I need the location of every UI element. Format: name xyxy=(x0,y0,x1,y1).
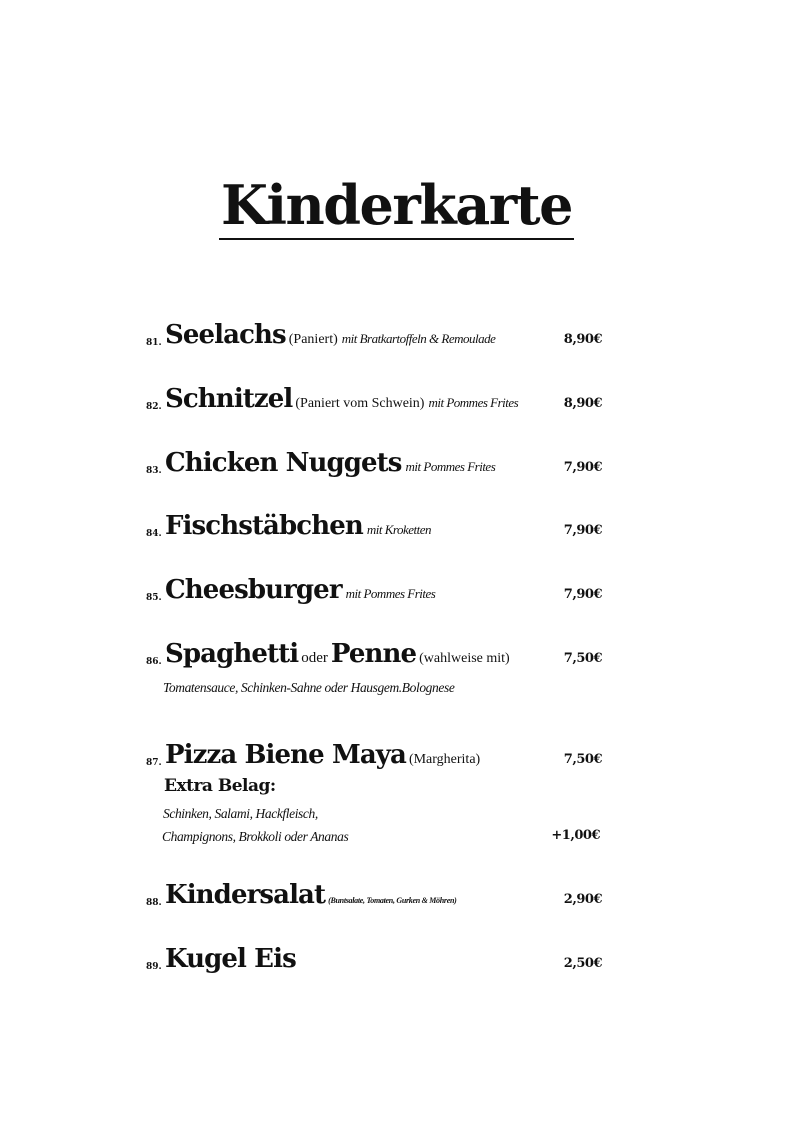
extra-topping-price: +1,00€ xyxy=(551,828,600,843)
item-number: 88. xyxy=(146,898,162,908)
item-number: 83. xyxy=(146,466,162,476)
menu-item-kugel-eis xyxy=(146,942,606,978)
dish-price: 2,50€ xyxy=(563,956,602,971)
dish-price: 7,90€ xyxy=(563,460,602,475)
dish-sauce-options: Tomatensauce, Schinken-Sahne oder Hausgem.Bolognese xyxy=(163,680,455,695)
item-number: 86. xyxy=(146,657,162,667)
item-number: 85. xyxy=(146,593,162,603)
menu-item-chicken-nuggets xyxy=(146,446,606,482)
menu-item-pasta xyxy=(146,637,606,673)
dish-conjunction: oder xyxy=(301,650,328,666)
item-number: 87. xyxy=(146,758,162,768)
dish-detail: (Paniert) xyxy=(288,332,338,347)
dish-name-alt: Penne xyxy=(330,639,417,669)
extra-topping-list-2: Champignons, Brokkoli oder Ananas xyxy=(162,829,349,844)
dish-name: Pizza Biene Maya xyxy=(165,740,406,770)
dish-detail: (Margherita) xyxy=(408,752,481,767)
dish-name: Cheesburger xyxy=(165,575,342,605)
dish-name: Chicken Nuggets xyxy=(165,448,402,478)
dish-note: mit Pommes Frites xyxy=(428,395,519,410)
dish-name: Kindersalat xyxy=(165,880,326,910)
dish-name: Spaghetti xyxy=(165,639,299,669)
dish-price: 7,50€ xyxy=(563,651,602,666)
menu-title-wrap xyxy=(0,172,793,240)
dish-price: 8,90€ xyxy=(563,332,602,347)
menu-item-fischstaebchen xyxy=(146,509,606,545)
dish-price: 7,90€ xyxy=(563,523,602,538)
page-title: Kinderkarte xyxy=(219,172,574,240)
dish-price: 7,90€ xyxy=(563,587,602,602)
item-number: 82. xyxy=(146,402,162,412)
dish-detail: (Buntsalate, Tomaten, Gurken & Möhren) xyxy=(328,896,457,905)
dish-name: Fischstäbchen xyxy=(165,511,363,541)
extra-topping-heading: Extra Belag: xyxy=(164,776,276,796)
dish-note: mit Bratkartoffeln & Remoulade xyxy=(341,331,496,346)
menu-item-seelachs xyxy=(146,318,606,354)
dish-name: Seelachs xyxy=(165,320,286,350)
dish-price: 7,50€ xyxy=(563,752,602,767)
dish-price: 2,90€ xyxy=(563,892,602,907)
dish-note: mit Pommes Frites xyxy=(345,586,436,601)
dish-name: Kugel Eis xyxy=(165,944,296,974)
item-number: 89. xyxy=(146,962,162,972)
item-number: 81. xyxy=(146,338,162,348)
item-number: 84. xyxy=(146,529,162,539)
dish-price: 8,90€ xyxy=(563,396,602,411)
extra-topping-list-1: Schinken, Salami, Hackfleisch, xyxy=(163,806,318,821)
dish-detail: (wahlweise mit) xyxy=(419,651,510,666)
menu-item-pizza xyxy=(146,738,606,774)
dish-note: mit Kroketten xyxy=(366,522,432,537)
menu-item-schnitzel xyxy=(146,382,606,418)
dish-note: mit Pommes Frites xyxy=(405,459,496,474)
dish-name: Schnitzel xyxy=(165,384,293,414)
menu-item-cheesburger xyxy=(146,573,606,609)
menu-item-kindersalat xyxy=(146,878,606,914)
dish-detail: (Paniert vom Schwein) xyxy=(295,396,425,411)
